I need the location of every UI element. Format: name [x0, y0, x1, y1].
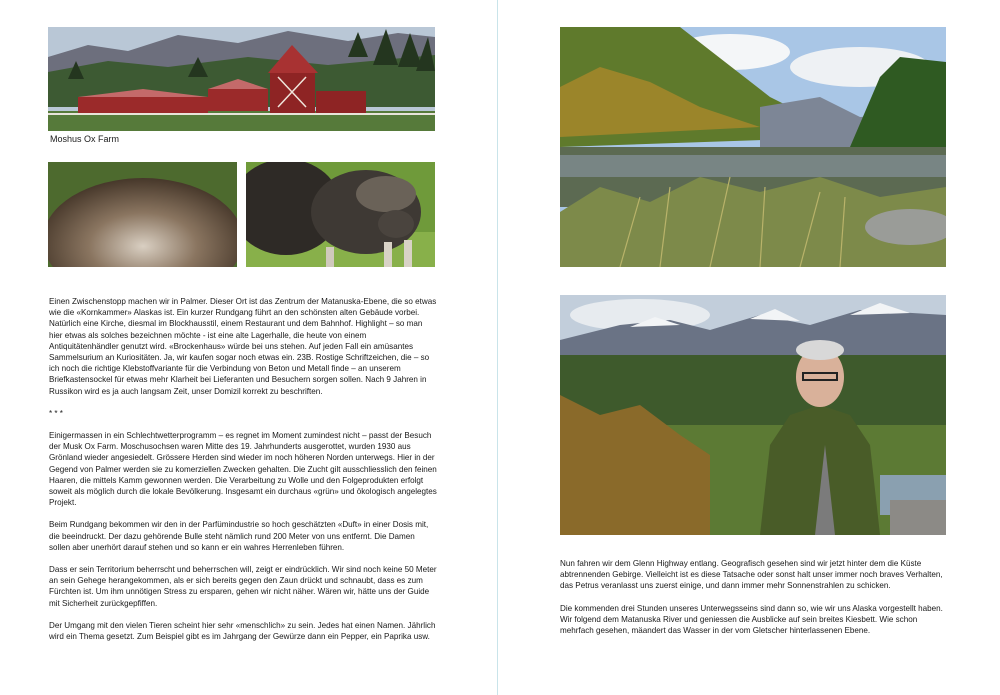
lake-photo — [560, 27, 946, 267]
paragraph-palmer: Einen Zwischenstopp machen wir in Palmer. Dieser Ort ist das Zentrum der Matanuska-Ebene, die so etwas wie die «Kornkammer» Alaskas ist. Ein kurzer Rundgang führt an den schönsten alten Gebäude vorbei. Natürlich eine Kirche, diesmal im Blockhausstil, einem Restaurant und dem Bahnhof. Highlight – so man hier etwas als solches bezeichnen möchte - ist eine alte Lagerhalle, die heute von einem Antiquitätenhändler genutzt wird. «Brockenhaus» würde bei uns stehen. Auf jeden Fall ein amüsantes Sammelsurium an Kuriositäten. Ja, wir kaufen sogar noch etwas ein. 23B. Rostige Schriftzeichen, die – so ich noch die richtige Klebstoffvariante für die Verbindung von Beton und Metall finde – an unserem Briefkastensockel für etwas mehr Klarheit bei Lieferanten und Besuchern sorgen sollen. Nach 9 Jahren in Russikon wird es ja auch langsam Zeit, unser Domizil korrekt zu beschriften. — [49, 297, 437, 396]
photo-caption: Moshus Ox Farm — [50, 134, 120, 144]
paragraph-matanuska-river: Die kommenden drei Stunden unseres Unterwegsseins sind dann so, wie wir uns Alaska vorgestellt haben. Wir folgend dem Matanuska River und geniessen die Ausblicke auf sein breites Kiesbett. Wie schon mehrfach gesehen, mäandert das Wasser in der vom Gletscher hinterlassenen Ebene. — [560, 603, 943, 636]
section-divider: * * * — [49, 408, 63, 418]
paragraph-musk-ox-farm: Einigermassen in ein Schlechtwetterprogramm – es regnet im Moment zumindest nicht – passt der Besuch der Musk Ox Farm. Moschusochsen waren Mitte des 19. Jahrhunderts ausgerottet, wurden 1930 aus Grönland wieder angesiedelt. Grössere Herden sind wieder im noch höheren Norden unterwegs. Hier in der Gegend von Palmer werden sie zu komerziellen Zwecken gehalten. Die Zucht gilt ausschliesslich den feinen Haaren, die mittels Kamm gewonnen werden. Die Verarbeitung zu Wolle und den Folgeprodukten erfolgt soweit als möglich durch die lokale Bevölkerung. Insgesamt ein durchaus «grün» und ökologisch angelegtes Projekt. — [49, 431, 437, 508]
fur-photo — [48, 162, 237, 267]
right-body-text — [560, 558, 952, 647]
farm-photo — [48, 27, 435, 131]
left-body-text — [49, 296, 437, 653]
musk-ox-photo — [246, 162, 435, 267]
paragraph-glenn-highway: Nun fahren wir dem Glenn Highway entlang. Geografisch gesehen sind wir jetzt hinter dem die Küste abtrennenden Gebirge. Vielleicht ist es diese Tatsache oder sonst halt unser immer noch braves Verhalten, das Petrus veranlasst uns zuerst einige, und dann immer mehr Sonnenstrahlen zu schicken. — [560, 559, 943, 591]
paragraph-names: Der Umgang mit den vielen Tieren scheint hier sehr «menschlich» zu sein. Jedes hat einen Namen. Jährlich wird ein Thema gesetzt. Zum Beispiel gibt es im Jahrgang der Gewürze dann ein Pepper, ein Paprika usw. — [49, 620, 436, 642]
paragraph-scent: Beim Rundgang bekommen wir den in der Parfümindustrie so hoch geschätzten «Duft» in einer Dosis mit, die beeindruckt. Der dazu gehörende Bulle steht nämlich rund 200 Meter von uns entfernt. Die Damen sollen aber unerhört darauf stehen und so kann er ein wahres Herrenleben führen. — [49, 520, 429, 552]
page-gutter — [497, 0, 498, 695]
portrait-photo — [560, 295, 946, 535]
paragraph-territory: Dass er sein Territorium beherrscht und beherrschen will, zeigt er eindrücklich. Wir sind noch keine 50 Meter an sein Gehege herangekommen, als er sich bereits gegen den Zaun drückt und schnaubt, dass es zum Fürchten ist. Um ihm unnötigen Stress zu ersparen, gehen wir nicht näher. Wären wir, hätte uns der Guide mit Sicherheit zurückgepfiffen. — [49, 565, 437, 608]
